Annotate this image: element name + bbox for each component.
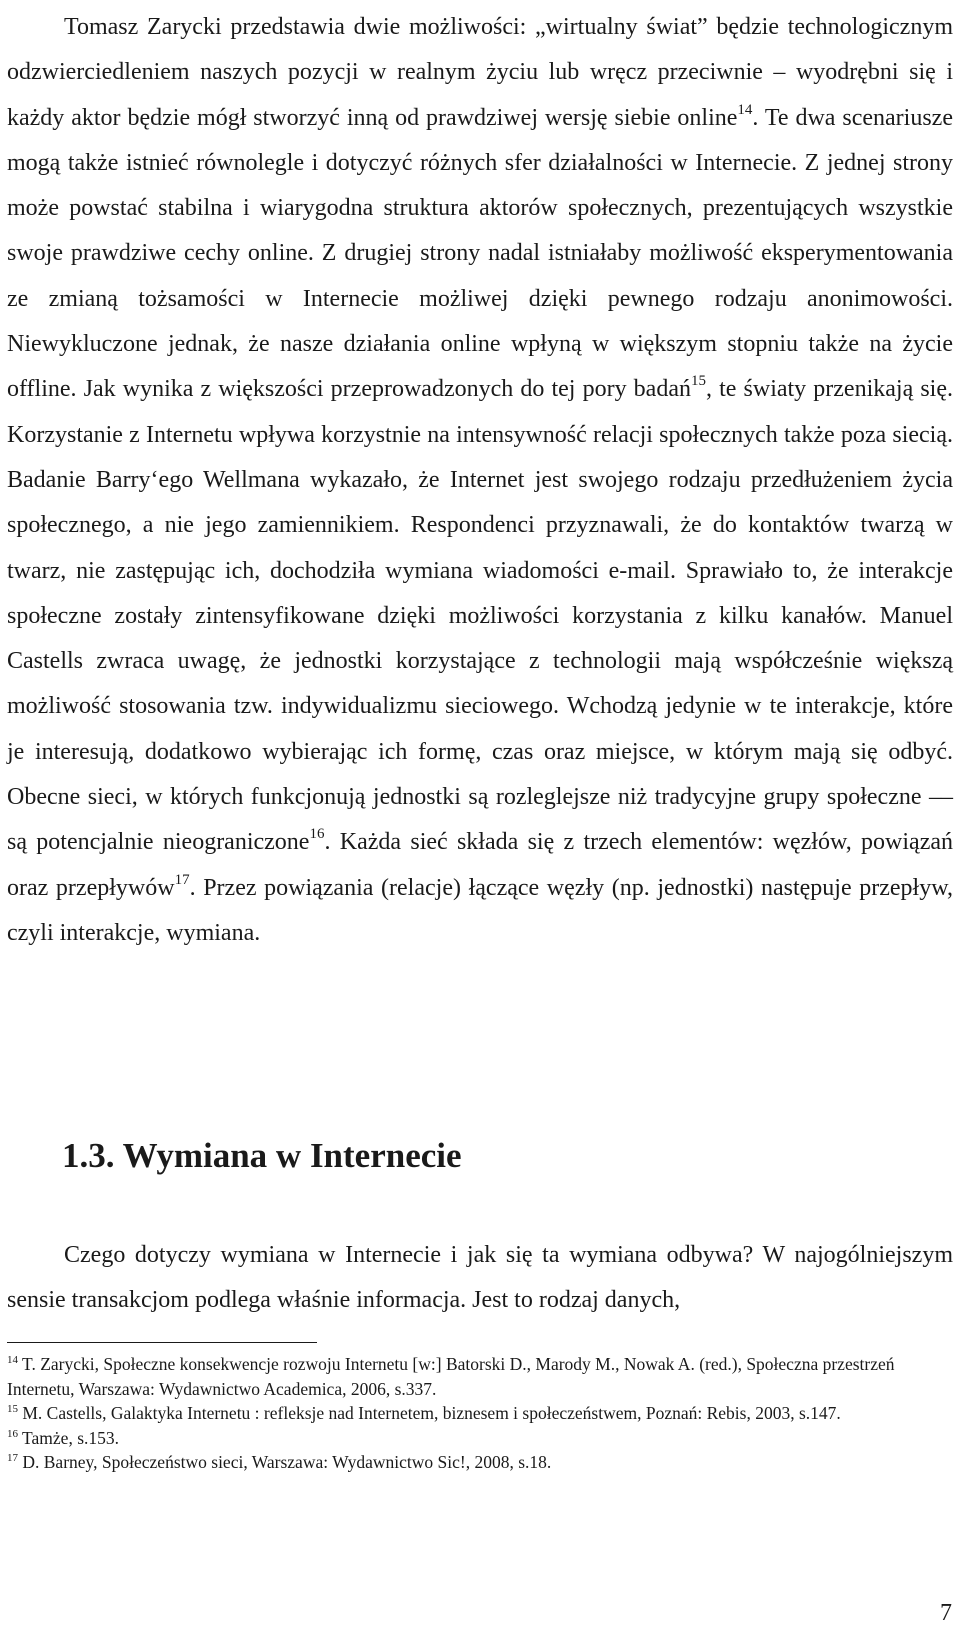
footnote-item <box>7 1352 953 1401</box>
footnote-text: Tamże, s.153. <box>18 1427 120 1448</box>
paragraph-text: . Te dwa scenariusze mogą także istnieć równolegle i dotyczyć różnych sfer działalności w Internecie. Z jednej strony może powstać stabilna i wiarygodna struktura aktorów społecznych, prezentujących wszystkie swoje prawdziwe cechy online. Z drugiej strony nadal istniałaby możliwość eksperymentowania ze zmianą tożsamości w Internecie możliwej dzięki pewnego rodzaju anonimowości. Niewykluczone jednak, że nasze działania online wpłyną w większym stopniu także na życie offline. Jak wynika z większości przeprowadzonych do tej pory badań <box>7 104 953 403</box>
footnote-number: 17 <box>7 1452 18 1464</box>
footnote-item <box>7 1401 953 1426</box>
footnote-ref-17[interactable]: 17 <box>174 871 190 888</box>
paragraph-text: , te światy przenikają się. Korzystanie z Internetu wpływa korzystnie na intensywność relacji społecznych także poza siecią. Badanie Barry‘ego Wellmana wykazało, że Internet jest swojego rodzaju przedłużeniem życia społecznego, a nie jego zamiennikiem. Respondenci przyznawali, że do kontaktów twarzą w twarz, nie zastępując ich, dochodziła wymiana wiadomości e-mail. Sprawiało to, że interakcje społeczne zostały zintensyfikowane dzięki możliwości korzystania z kilku kanałów. Manuel Castells zwraca uwagę, że jednostki korzystające z technologii mają współcześnie większą możliwość stosowania tzw. indywidualizmu sieciowego. Wchodzą jedynie w te interakcje, które je interesują, dodatkowo wybierając ich formę, czas oraz miejsce, w którym mają się odbyć. Obecne sieci, w których funkcjonują jednostki są rozleglejsze niż tradycyjne grupy społeczne –– są potencjalnie nieograniczone <box>7 376 953 856</box>
footnote-text: M. Castells, Galaktyka Internetu : refleksje nad Internetem, biznesem i społeczeństwem, Poznań: Rebis, 2003, s.147. <box>18 1403 841 1423</box>
footnote-separator <box>7 1342 317 1343</box>
footnote-ref-16[interactable]: 16 <box>309 826 325 843</box>
footnote-item <box>7 1426 953 1451</box>
paragraph-text: . Każda sieć składa się z trzech elementów: węzłów, powiązań oraz przepływów <box>7 829 953 901</box>
footnote-number: 14 <box>7 1354 18 1366</box>
page-number: 7 <box>940 1600 952 1626</box>
footnotes <box>7 1352 953 1475</box>
body-paragraph <box>7 5 953 956</box>
footnote-item <box>7 1450 953 1475</box>
paragraph-text: Czego dotyczy wymiana w Internecie i jak się ta wymiana odbywa? W najogólniejszym sensie transakcjom podlega właśnie informacja. Jest to rodzaj danych, <box>7 1242 953 1314</box>
body-paragraph <box>7 1233 953 1324</box>
footnote-text: D. Barney, Społeczeństwo sieci, Warszawa: Wydawnictwo Sic!, 2008, s.18. <box>18 1452 552 1472</box>
paragraph-text: . Przez powiązania (relacje) łączące węzły (np. jednostki) następuje przepływ, czyli interakcje, wymiana. <box>7 874 953 946</box>
footnote-text: T. Zarycki, Społeczne konsekwencje rozwoju Internetu [w:] Batorski D., Marody M., Nowak A. (red.), Społeczna przestrzeń Internetu, Warszawa: Wydawnictwo Academica, 2006, s.337. <box>7 1354 895 1399</box>
paragraph-text: Tomasz Zarycki przedstawia dwie możliwości: „wirtualny świat” będzie technologicznym odzwierciedleniem naszych pozycji w realnym życiu lub wręcz przeciwnie – wyodrębni się i każdy aktor będzie mógł stworzyć inną od prawdziwej wersję siebie online <box>7 14 953 131</box>
footnote-ref-14[interactable]: 14 <box>737 101 753 118</box>
footnote-number: 15 <box>7 1403 18 1415</box>
section-heading: 1.3. Wymiana w Internecie <box>62 1136 462 1175</box>
footnote-number: 16 <box>7 1427 18 1440</box>
footnote-ref-15[interactable]: 15 <box>690 373 706 390</box>
